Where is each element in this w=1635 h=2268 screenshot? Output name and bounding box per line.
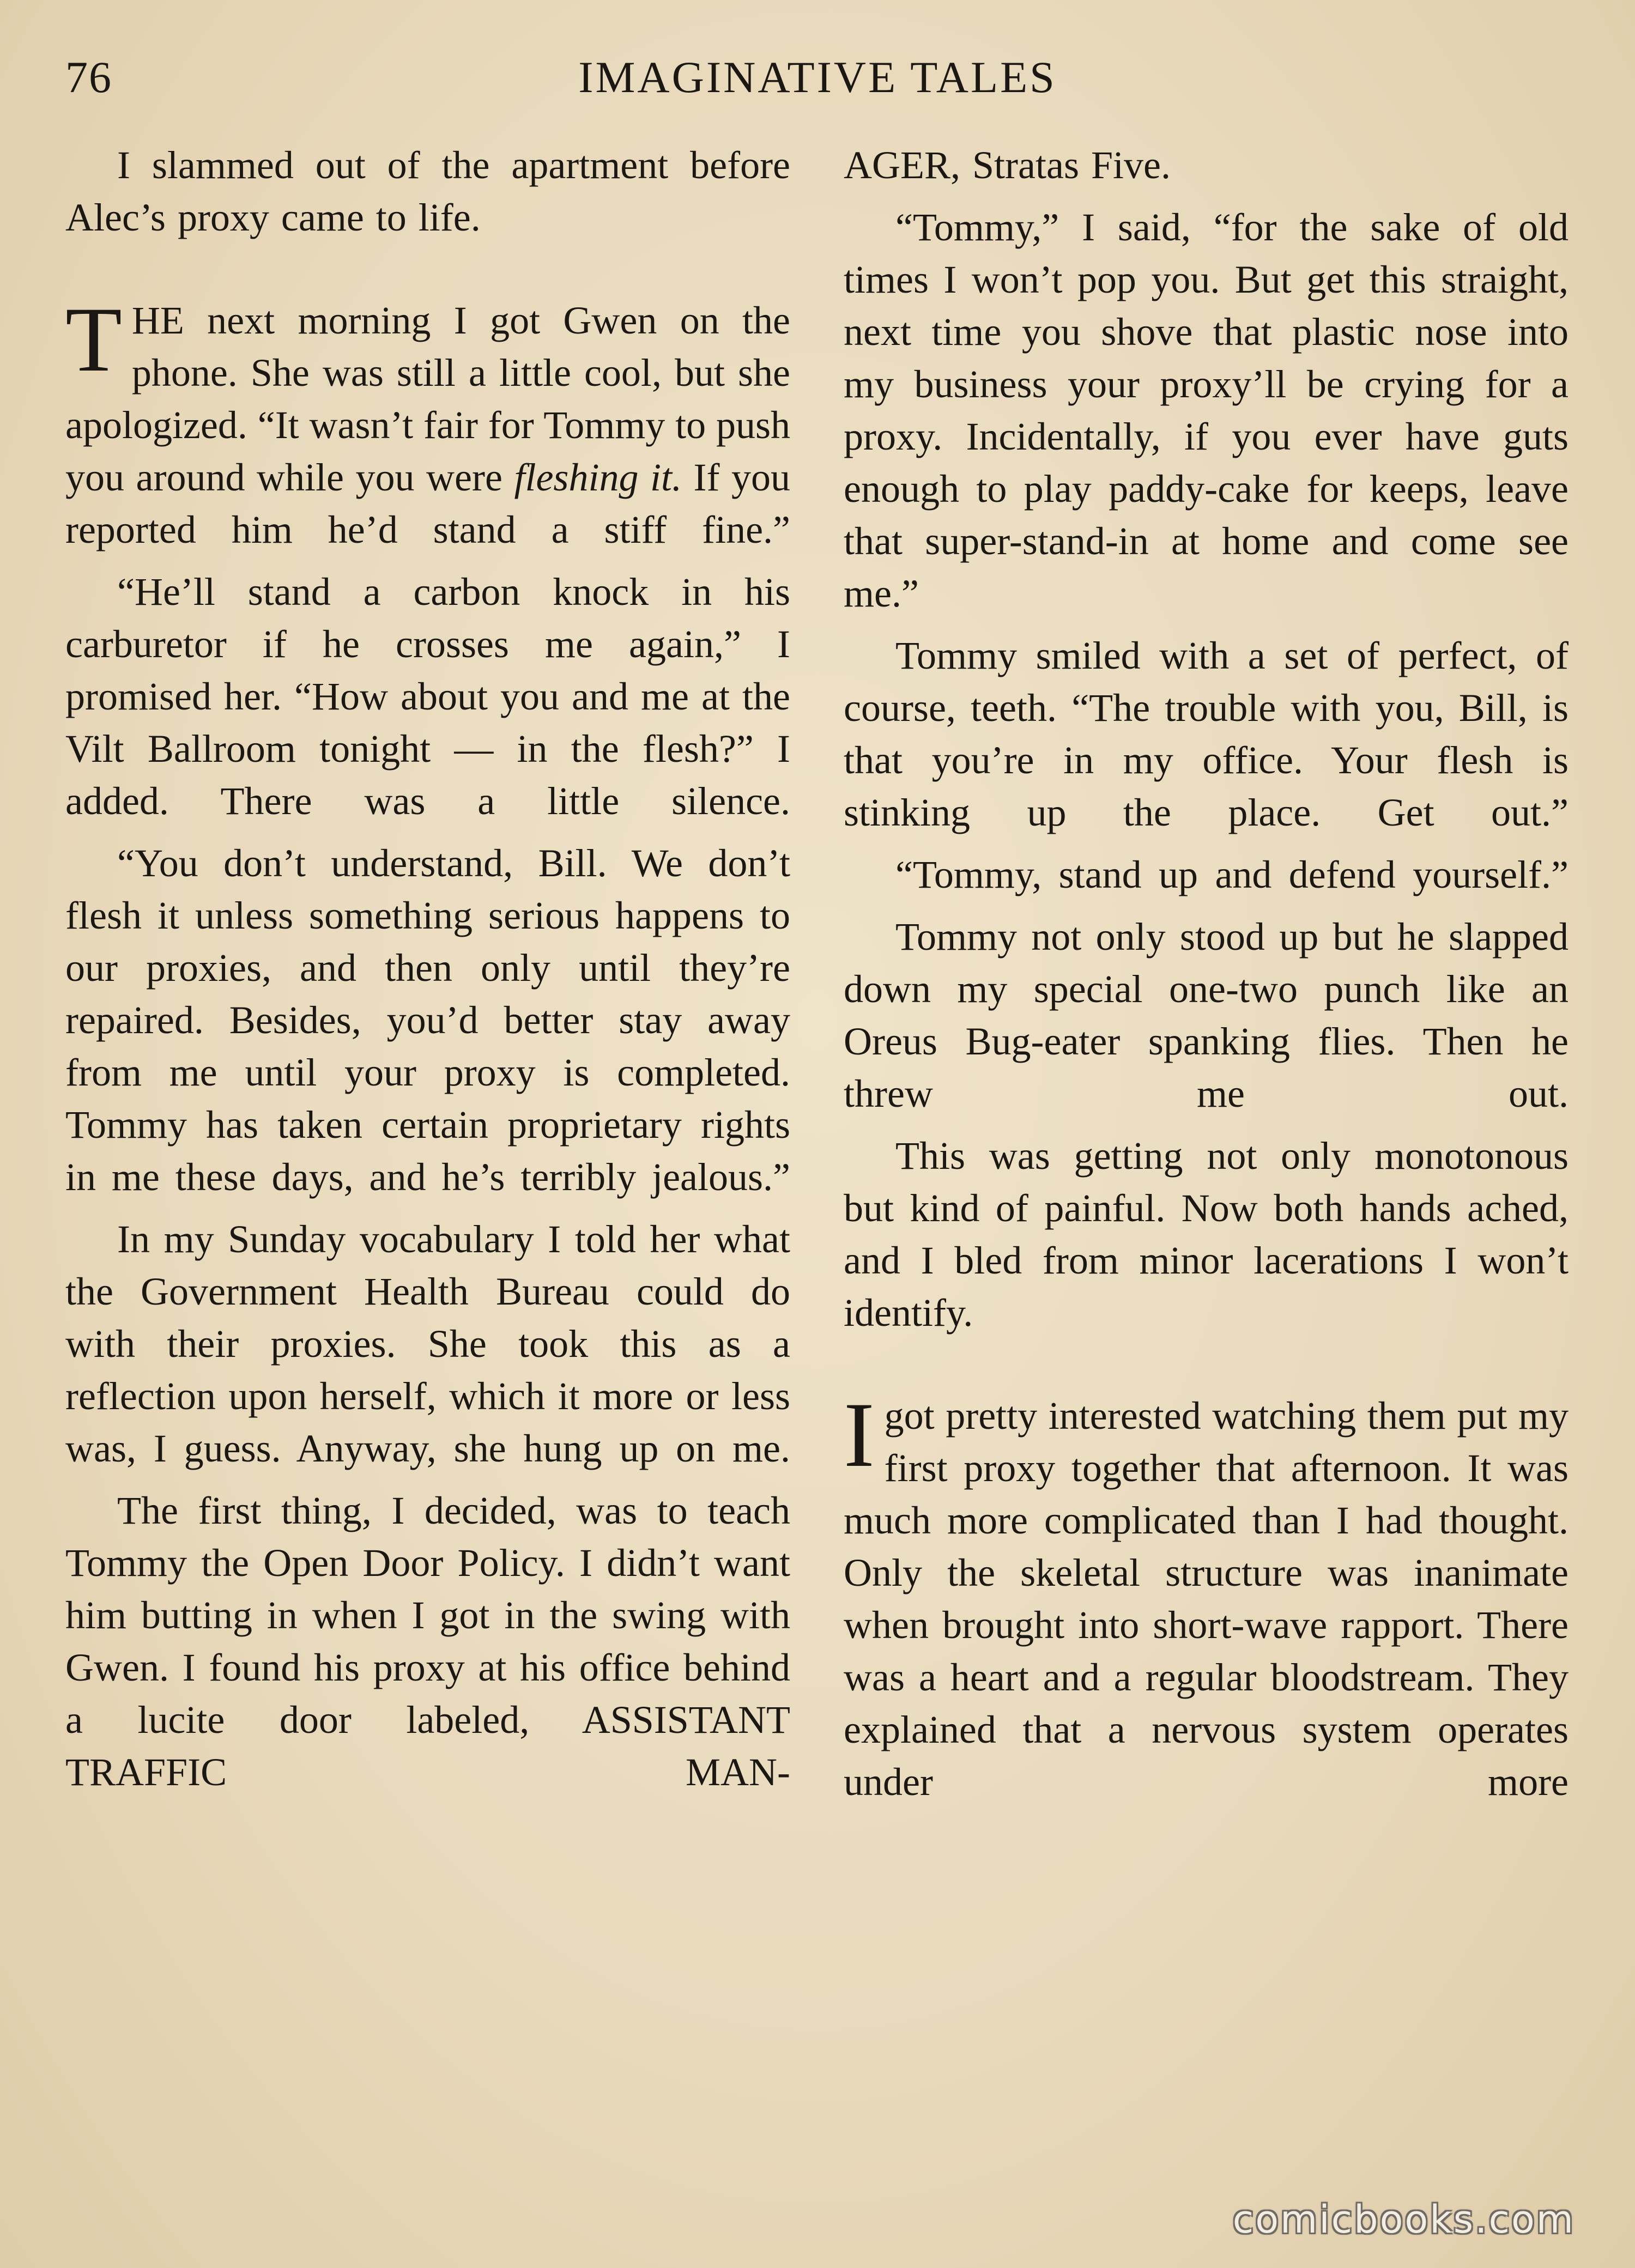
paragraph-with-dropcap (65, 288, 791, 556)
paragraph-with-dropcap (844, 1384, 1569, 1808)
drop-cap-letter: T (65, 288, 122, 391)
paragraph: “Tommy, stand up and defend yourself.” (895, 853, 1569, 896)
paragraph: Tommy smiled with a set of perfect, of course, teeth. “The trouble with you, Bill, is that you’re in my office. Your flesh is stinking up the place. Get out.” (844, 634, 1569, 834)
section-break (65, 253, 790, 294)
paragraph: In my Sunday vocabulary I told her what the Government Health Bureau could do with their proxies. She took this as a reflection upon herself, which it more or less was, I guess. Anyway, she hung up on me. (65, 1217, 790, 1470)
paragraph: Tommy not only stood up but he slapped down my special one-two punch like an Oreus Bug-eater spanking flies. Then he threw me out. (844, 915, 1569, 1115)
paragraph: I slammed out of the apartment before Alec’s proxy came to life. (65, 143, 790, 239)
paragraph: “You don’t understand, Bill. We don’t flesh it unless something serious happens to our proxies, and then only until they’re repaired. Besides, you’d better stay away from me until your proxy is completed. Tommy has taken certain proprietary rights in me these days, and he’s terribly jealous.” (65, 841, 790, 1199)
right-column (844, 139, 1569, 1818)
paragraph-text: HE next morning I got Gwen on the phone. She was still a little cool, but she apologized. “It wasn’t fair for Tommy to push you around while you were (65, 299, 790, 499)
magazine-title: IMAGINATIVE TALES (578, 52, 1057, 102)
paragraph: “Tommy,” I said, “for the sake of old times I won’t pop you. But get this straight, next time you shove that plastic nose into my business your proxy’ll be crying for a proxy. Incidentally, if you ever have guts enough to play paddy-cake for keeps, leave that super-stand-in at home and come see me.” (844, 205, 1569, 615)
paragraph-text: If you reported him he’d stand a stiff fine.” (65, 456, 791, 551)
page-header (65, 52, 1570, 117)
italic-phrase: fleshing it. (514, 456, 682, 499)
paragraph: This was getting not only monotonous but kind of painful. Now both hands ached, and I bled from minor lacerations I won’t identify. (844, 1134, 1569, 1335)
page-number: 76 (65, 52, 112, 102)
drop-cap-letter: I (844, 1384, 875, 1486)
site-watermark: comicbooks.com (1232, 2197, 1575, 2242)
paragraph: “He’ll stand a carbon knock in his carburetor if he crosses me again,” I promised her. “How about you and me at the Vilt Ballroom tonight — in the flesh?” I added. There was a little silence. (65, 570, 790, 823)
left-column (65, 139, 790, 1808)
paragraph: The first thing, I decided, was to teach Tommy the Open Door Policy. I didn’t want him butting in when I got in the swing with Gwen. I found his proxy at his office behind a lucite door labeled, ASSISTANT TRAFFIC MAN- (65, 1489, 790, 1794)
section-break (844, 1349, 1569, 1390)
paragraph-text: got pretty interested watching them put my first proxy together that afternoon. It was much more complicated than I had thought. Only the skeletal structure was inanimate when brought into short-wave rapport. There was a heart and a regular bloodstream. They explained that a nervous system operates under more (844, 1394, 1569, 1804)
paragraph: AGER, Stratas Five. (844, 143, 1171, 187)
